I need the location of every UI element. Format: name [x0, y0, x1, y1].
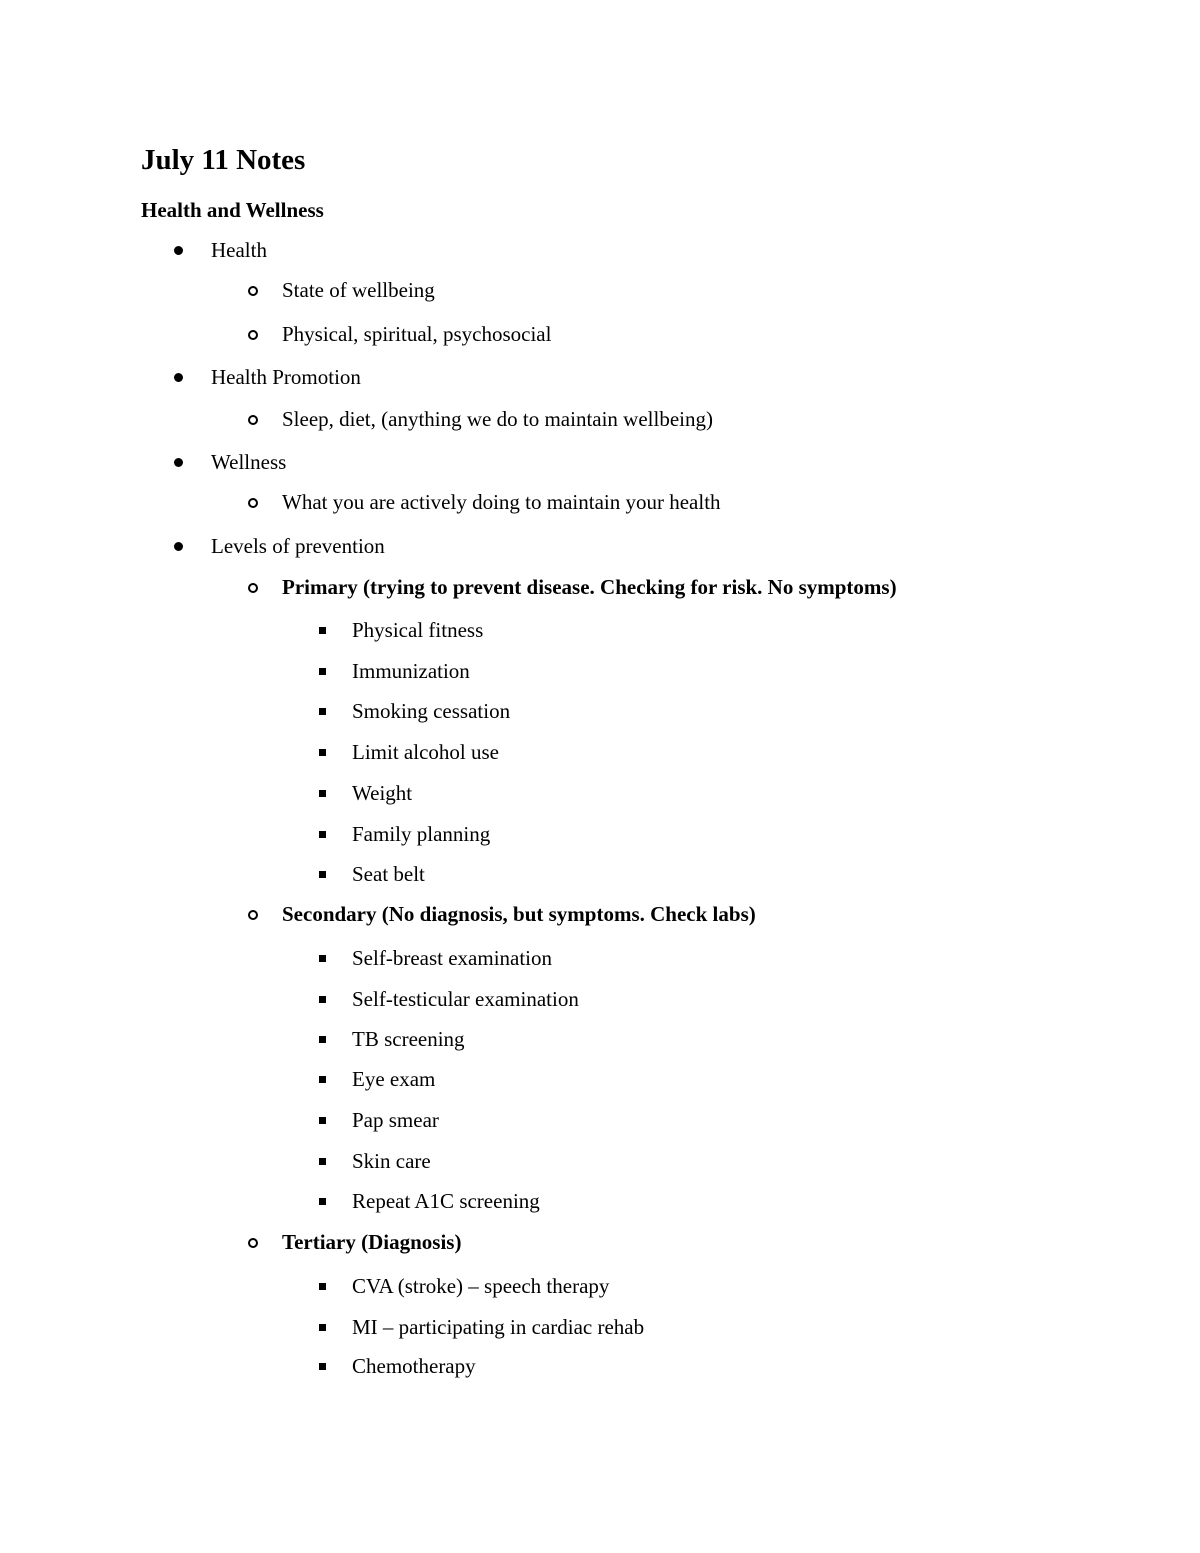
- list-item-level-2: [282, 488, 721, 516]
- list-item-level-3: [352, 985, 579, 1013]
- list-item-text: Wellness: [211, 450, 287, 474]
- square-bullet-icon: [319, 1363, 326, 1370]
- list-item-text: Family planning: [352, 822, 491, 846]
- list-item-text: Self-breast examination: [352, 946, 553, 970]
- square-bullet-icon: [319, 1283, 326, 1290]
- square-bullet-icon: [319, 708, 326, 715]
- square-bullet-icon: [319, 955, 326, 962]
- list-item-level-3: [352, 1147, 431, 1175]
- square-bullet-icon: [319, 749, 326, 756]
- square-bullet-icon: [319, 996, 326, 1003]
- list-item-text: Immunization: [352, 659, 470, 683]
- square-bullet-icon: [319, 1158, 326, 1165]
- list-item-text: Chemotherapy: [352, 1354, 476, 1378]
- list-item-text: What you are actively doing to maintain your health: [282, 490, 721, 514]
- list-item-text: Limit alcohol use: [352, 740, 499, 764]
- list-item-text: Pap smear: [352, 1108, 439, 1132]
- list-item-level-3: [352, 779, 412, 807]
- list-item-text: Seat belt: [352, 862, 425, 886]
- square-bullet-icon: [319, 1036, 326, 1043]
- disc-bullet-icon: [174, 246, 183, 255]
- section-heading: Health and Wellness: [141, 198, 324, 222]
- list-item-level-1: [211, 363, 361, 391]
- list-item-text: Skin care: [352, 1149, 431, 1173]
- square-bullet-icon: [319, 790, 326, 797]
- list-item-text: Weight: [352, 781, 413, 805]
- square-bullet-icon: [319, 871, 326, 878]
- list-item-level-3: [352, 820, 490, 848]
- disc-bullet-icon: [174, 373, 183, 382]
- list-item-level-3: [352, 860, 425, 888]
- list-item-level-3: [352, 657, 470, 685]
- disc-bullet-icon: [174, 542, 183, 551]
- list-item-level-1: [211, 236, 267, 264]
- square-bullet-icon: [319, 1198, 326, 1205]
- list-item-level-3: [352, 1352, 476, 1380]
- list-item-text: Self-testicular examination: [352, 987, 579, 1011]
- list-item-text: Smoking cessation: [352, 699, 511, 723]
- list-item-level-3: [352, 1187, 540, 1215]
- list-item-text: Health Promotion: [211, 365, 361, 389]
- list-item-level-3: [352, 616, 483, 644]
- circle-bullet-icon: [248, 910, 258, 920]
- list-item-level-3: [352, 738, 499, 766]
- list-item-text: CVA (stroke) – speech therapy: [352, 1274, 610, 1298]
- square-bullet-icon: [319, 831, 326, 838]
- circle-bullet-icon: [248, 583, 258, 593]
- list-item-text: Sleep, diet, (anything we do to maintain wellbeing): [282, 407, 713, 431]
- list-item-level-2: [282, 320, 551, 348]
- list-item-text: Repeat A1C screening: [352, 1189, 540, 1213]
- list-item-level-2: [282, 276, 435, 304]
- square-bullet-icon: [319, 1076, 326, 1083]
- list-item-level-3: [352, 1272, 609, 1300]
- list-item-level-3: [352, 1106, 439, 1134]
- list-item-level-3: [352, 697, 510, 725]
- list-item-text: Levels of prevention: [211, 534, 385, 558]
- circle-bullet-icon: [248, 1238, 258, 1248]
- square-bullet-icon: [319, 627, 326, 634]
- list-item-text: Primary (trying to prevent disease. Checking for risk. No symptoms): [282, 575, 897, 599]
- list-item-level-2: [282, 1228, 461, 1256]
- list-item-text: MI – participating in cardiac rehab: [352, 1315, 645, 1339]
- list-item-text: State of wellbeing: [282, 278, 435, 302]
- list-item-text: Tertiary (Diagnosis): [282, 1230, 462, 1254]
- list-item-text: Health: [211, 238, 267, 262]
- list-item-level-3: [352, 1065, 435, 1093]
- list-item-level-1: [211, 532, 385, 560]
- list-item-level-2: [282, 573, 897, 601]
- list-item-text: Physical, spiritual, psychosocial: [282, 322, 552, 346]
- square-bullet-icon: [319, 1324, 326, 1331]
- list-item-text: Eye exam: [352, 1067, 436, 1091]
- list-item-text: TB screening: [352, 1027, 465, 1051]
- list-item-text: Secondary (No diagnosis, but symptoms. Check labs): [282, 902, 756, 926]
- list-item-level-1: [211, 448, 286, 476]
- disc-bullet-icon: [174, 458, 183, 467]
- list-item-level-2: [282, 900, 756, 928]
- list-item-level-3: [352, 944, 552, 972]
- list-item-level-3: [352, 1313, 644, 1341]
- page-title: July 11 Notes: [141, 144, 306, 176]
- list-item-text: Physical fitness: [352, 618, 484, 642]
- list-item-level-2: [282, 405, 713, 433]
- circle-bullet-icon: [248, 498, 258, 508]
- square-bullet-icon: [319, 1117, 326, 1124]
- list-item-level-3: [352, 1025, 465, 1053]
- circle-bullet-icon: [248, 286, 258, 296]
- circle-bullet-icon: [248, 330, 258, 340]
- square-bullet-icon: [319, 668, 326, 675]
- circle-bullet-icon: [248, 415, 258, 425]
